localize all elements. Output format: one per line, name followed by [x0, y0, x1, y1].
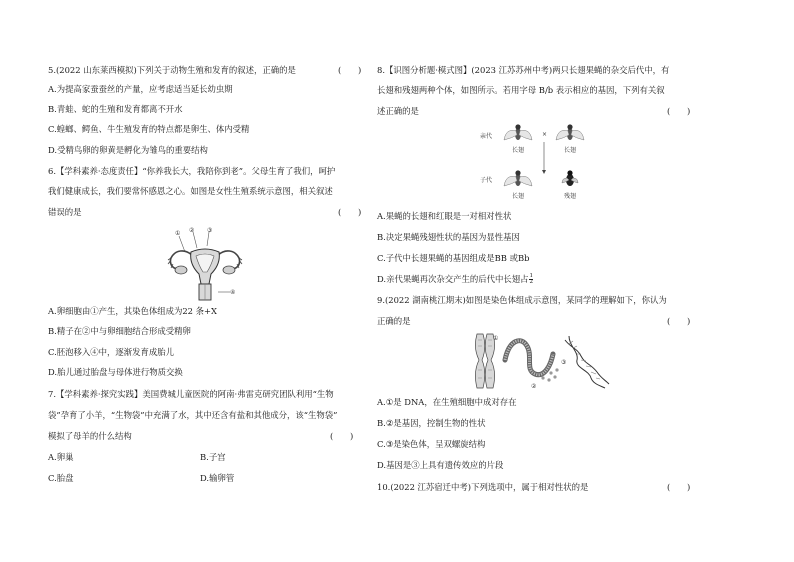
fraction-denominator: 2 — [529, 279, 533, 285]
chromosome-icon — [475, 334, 494, 388]
chromosome-figure — [465, 330, 615, 392]
q9-option-c[interactable]: C.③是染色体，呈双螺旋结构 — [377, 439, 486, 449]
parent-long-wing-label-1: 长翅 — [512, 147, 525, 154]
q7-stem-line2: 袋”孕育了小羊，“生物袋”中充满了水，其中还含有盐和其他成分，该“生物袋” — [48, 410, 338, 420]
label-1: ① — [175, 230, 181, 237]
q7-stem-line1: 7.【学科素养·探究实践】美国费城儿童医院的阿南·弗雷克研究团队利用“生物 — [48, 389, 334, 399]
q5-option-d[interactable]: D.受精鸟卵的卵黄是孵化为雏鸟的重要结构 — [48, 145, 208, 155]
q6-stem-line3: 错误的是 — [48, 207, 82, 217]
q8-option-d[interactable] — [377, 274, 533, 285]
q8-stem-line3: 述正确的是 — [377, 106, 419, 116]
fly-long-wing-icon — [504, 124, 532, 140]
q7-option-c[interactable]: C.胎盘 — [48, 473, 74, 483]
fraction — [529, 274, 533, 285]
q8-stem-line2: 长翅和残翅两种个体，如图所示。若用字母 B/b 表示相应的基因，下列有关叙 — [377, 85, 665, 95]
q6-answer-bracket[interactable]: ( ) — [338, 207, 362, 217]
q8-stem-line1: 8.【识图分析题·模式图】(2023 江苏苏州中考)两只长翅果蝇的杂交后代中，有 — [377, 65, 670, 75]
q5-option-b[interactable]: B.青蛙、蛇的生殖和发育都离不开水 — [48, 104, 183, 114]
q7-option-d[interactable]: D.输卵管 — [200, 473, 235, 483]
q5-answer-bracket[interactable]: ( ) — [338, 65, 362, 75]
fruit-fly-cross-figure — [480, 118, 600, 206]
offspring-short-wing-label: 残翅 — [564, 193, 577, 200]
offspring-label: 子代 — [480, 177, 493, 184]
q8-option-c[interactable]: C.子代中长翅果蝇的基因组成是BB 或Bb — [377, 253, 530, 263]
q6-stem-line1: 6.【学科素养·态度责任】“你养我长大，我陪你到老”。父母生育了我们，呵护 — [48, 166, 336, 176]
q9-option-d[interactable]: D.基因是③上具有遗传效应的片段 — [377, 460, 504, 470]
dna-label-3: ③ — [561, 359, 567, 366]
fly-long-wing-icon — [556, 124, 584, 140]
q8-answer-bracket[interactable]: ( ) — [667, 106, 691, 116]
q6-option-b[interactable]: B.精子在②中与卵细胞结合形成受精卵 — [48, 326, 191, 336]
q7-option-a[interactable]: A.卵巢 — [48, 452, 74, 462]
label-3: ③ — [207, 227, 213, 234]
q9-answer-bracket[interactable]: ( ) — [667, 316, 691, 326]
q5-option-a[interactable]: A.为提高家蚕蚕丝的产量，应考虑适当延长幼虫期 — [48, 84, 233, 94]
q9-option-a[interactable]: A.①是 DNA，在生殖细胞中成对存在 — [377, 397, 517, 407]
q5-stem: 5.(2022 山东莱西模拟)下列关于动物生殖和发育的叙述，正确的是 — [48, 65, 296, 75]
fly-long-wing-icon — [504, 170, 532, 186]
q6-option-d[interactable]: D.胎儿通过胎盘与母体进行物质交换 — [48, 367, 183, 377]
parent-label: 亲代 — [480, 133, 493, 140]
q8-option-b[interactable]: B.决定果蝇残翅性状的基因为显性基因 — [377, 232, 520, 242]
offspring-long-wing-label: 长翅 — [512, 193, 525, 200]
protein-label-2: ② — [531, 383, 537, 390]
label-2: ② — [189, 227, 195, 234]
q8-option-d-text: D.亲代果蝇再次杂交产生的后代中长翅占 — [377, 274, 529, 284]
female-reproductive-figure — [163, 226, 247, 302]
q9-stem-line1: 9.(2022 湖南桃江期末)如图是染色体组成示意图，某同学的理解如下，你认为 — [377, 295, 667, 305]
q9-option-b[interactable]: B.②是基因，控制生物的性状 — [377, 418, 486, 428]
fly-short-wing-icon — [562, 170, 578, 186]
cross-sign: × — [542, 131, 548, 138]
q7-stem-line3: 模拟了母羊的什么结构 — [48, 431, 132, 441]
parent-long-wing-label-2: 长翅 — [564, 147, 577, 154]
q7-answer-bracket[interactable]: ( ) — [330, 431, 354, 441]
coil-icon — [505, 341, 553, 375]
q8-option-a[interactable]: A.果蝇的长翅和红眼是一对相对性状 — [377, 211, 512, 221]
label-4: ④ — [230, 289, 236, 296]
q10-answer-bracket[interactable]: ( ) — [667, 482, 691, 492]
q10-stem: 10.(2022 江苏宿迁中考)下列选项中，属于相对性状的是 — [377, 482, 589, 492]
chromosome-label-1: ① — [493, 335, 499, 342]
q7-option-b[interactable]: B.子宫 — [200, 452, 226, 462]
q6-option-a[interactable]: A.卵细胞由①产生，其染色体组成为22 条+X — [48, 306, 218, 316]
fraction-numerator: 1 — [529, 273, 533, 279]
q5-option-c[interactable]: C.蝗螂、鳄鱼、牛生殖发育的特点都是卵生、体内受精 — [48, 124, 250, 134]
q6-option-c[interactable]: C.胚泡移入④中，逐渐发育成胎儿 — [48, 347, 175, 357]
q6-stem-line2: 我们健康成长，我们要常怀感恩之心。如图是女性生殖系统示意图，相关叙述 — [48, 186, 333, 196]
dna-helix-icon — [565, 336, 609, 388]
q9-stem-line2: 正确的是 — [377, 316, 411, 326]
